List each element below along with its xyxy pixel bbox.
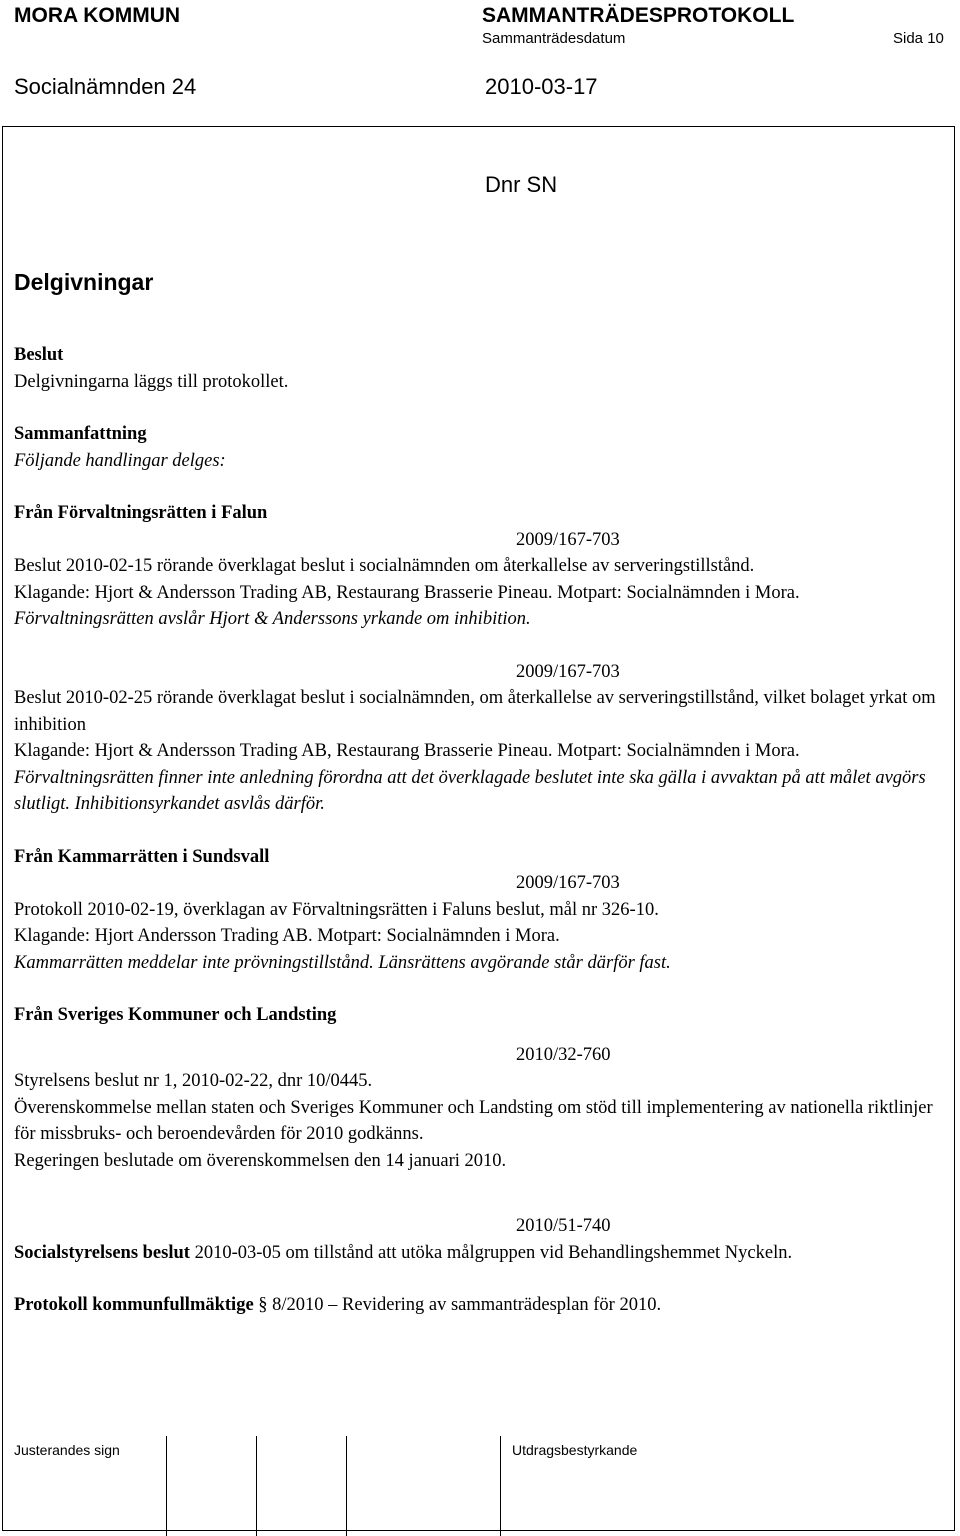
protocol-line: Protokoll 2010-02-19, överklagan av Förvaltningsrätten i Faluns beslut, mål nr 326-10. <box>14 899 659 920</box>
kommunfullmaktige-text: § 8/2010 – Revidering av sammanträdesplan för 2010. <box>253 1295 662 1315</box>
parties-line: Klagande: Hjort Andersson Trading AB. Motpart: Socialnämnden i Mora. <box>14 926 560 946</box>
organization-name: MORA KOMMUN <box>14 4 181 27</box>
signature-divider <box>500 1436 501 1536</box>
beslut-heading: Beslut <box>14 345 64 365</box>
socialstyrelsen-text: 2010-03-05 om tillstånd att utöka målgruppen vid Behandlingshemmet Nyckeln. <box>189 1242 793 1263</box>
agreement-text: Överenskommelse mellan staten och Sveriges Kommuner och Landsting om stöd till implementering av nationella riktlinjer för missbruks- och beroendevården för 2010 godkänns. <box>14 1097 933 1144</box>
board-decision-line: Styrelsens beslut nr 1, 2010-02-22, dnr 10/0445. <box>14 1071 373 1091</box>
socialstyrelsen-item <box>14 1240 944 1267</box>
page-title: Delgivningar <box>14 269 154 295</box>
kommunfullmaktige-title: Protokoll kommunfullmäktige <box>14 1295 254 1315</box>
parties-line: Klagande: Hjort & Andersson Trading AB, Restaurang Brasserie Pineau. Motpart: Socialnämnden i Mora. <box>14 741 800 761</box>
signature-divider <box>166 1436 167 1536</box>
kammarratten-heading: Från Kammarrätten i Sundsvall <box>14 846 270 867</box>
diary-number: 2009/167-703 <box>516 529 620 550</box>
government-text: Regeringen beslutade om överenskommelsen den 14 januari 2010. <box>14 1150 507 1171</box>
diary-number: Dnr SN <box>485 172 558 197</box>
diary-number: 2010/32-760 <box>516 1044 611 1065</box>
document-body <box>14 342 944 1319</box>
beslut-text: Delgivningarna läggs till protokollet. <box>14 371 289 392</box>
kommunfullmaktige-item <box>14 1292 944 1319</box>
document-type: SAMMANTRÄDESPROTOKOLL <box>482 4 795 27</box>
page-number: Sida 10 <box>893 30 944 47</box>
socialstyrelsen-title: Socialstyrelsens beslut <box>14 1242 190 1263</box>
decision-line: Beslut 2010-02-25 rörande överklagat beslut i socialnämnden, om återkallelse av serveringstillstånd, vilket bolaget yrkat om inhibition <box>14 688 936 735</box>
parties-line: Klagande: Hjort & Andersson Trading AB, Restaurang Brasserie Pineau. Motpart: Socialnämnden i Mora. <box>14 582 800 603</box>
committee-name: Socialnämnden 24 <box>14 74 197 99</box>
diary-number: 2010/51-740 <box>516 1216 611 1236</box>
forvaltningsratten-heading: Från Förvaltningsrätten i Falun <box>14 503 268 523</box>
signature-divider <box>256 1436 257 1536</box>
diary-number: 2009/167-703 <box>516 873 620 893</box>
meeting-date: 2010-03-17 <box>485 74 598 99</box>
date-label: Sammanträdesdatum <box>482 30 626 47</box>
diary-number: 2009/167-703 <box>516 661 620 682</box>
sammanfattning-text: Följande handlingar delges: <box>14 450 226 471</box>
ruling-text: Förvaltningsrätten avslår Hjort & Anderssons yrkande om inhibition. <box>14 609 531 629</box>
signature-label-left: Justerandes sign <box>14 1442 120 1458</box>
signature-divider <box>346 1436 347 1536</box>
ruling-text: Förvaltningsrätten finner inte anledning förordna att det överklagade beslutet inte ska gälla i avvaktan på att målet avgörs slutligt. Inhibitionsyrkandet asvlås därför. <box>14 767 926 814</box>
sammanfattning-heading: Sammanfattning <box>14 424 147 444</box>
skl-heading: Från Sveriges Kommuner och Landsting <box>14 1005 337 1025</box>
decision-line: Beslut 2010-02-15 rörande överklagat beslut i socialnämnden om återkallelse av serveringstillstånd. <box>14 556 755 576</box>
signature-label-right: Utdragsbestyrkande <box>512 1442 638 1458</box>
ruling-text: Kammarrätten meddelar inte prövningstillstånd. Länsrättens avgörande står därför fast. <box>14 952 671 973</box>
